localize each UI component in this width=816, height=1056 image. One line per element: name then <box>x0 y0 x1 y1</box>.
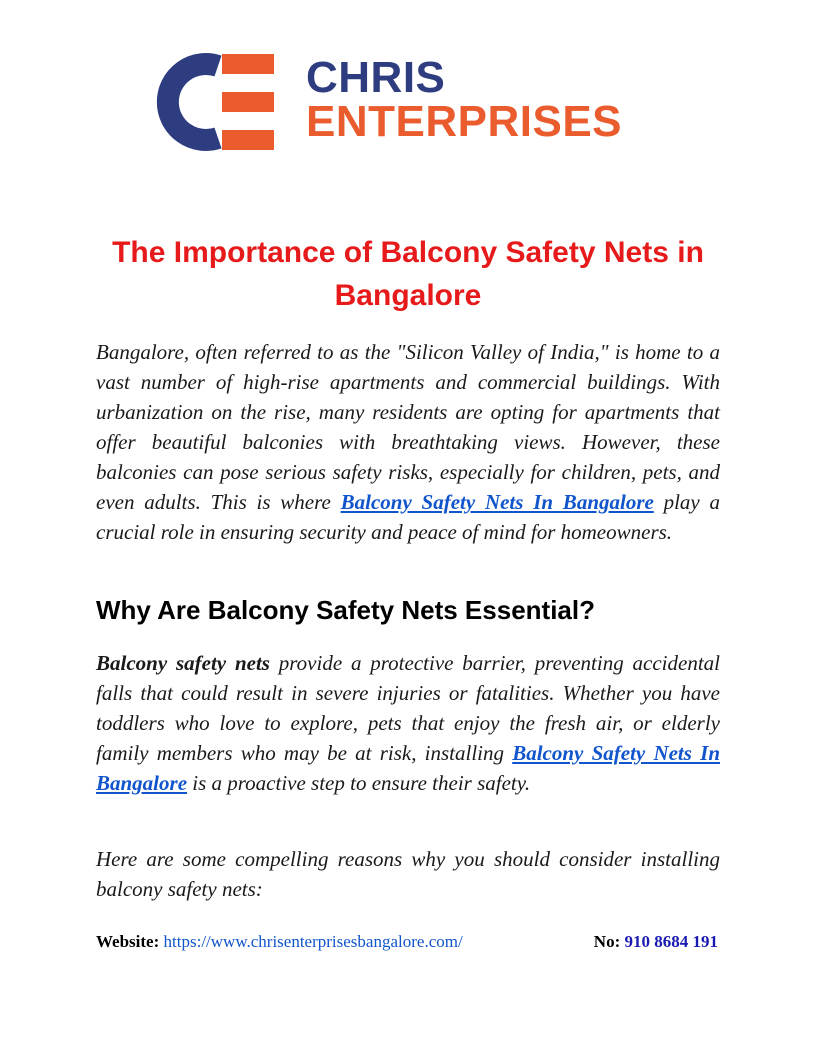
ce-logo-mark-icon <box>148 52 288 152</box>
website-label: Website: <box>96 932 160 951</box>
logo-text-enterprises: ENTERPRISES <box>306 97 623 146</box>
phone-number: 910 8684 191 <box>624 932 718 951</box>
essential-bold-term: Balcony safety nets <box>96 651 270 675</box>
balcony-safety-nets-link[interactable]: Balcony Safety Nets In Bangalore <box>340 490 654 514</box>
intro-text-b: play a crucial role in ensuring security and peace of mind for homeowners. <box>96 490 721 544</box>
intro-paragraph <box>96 337 720 547</box>
page-footer <box>96 930 720 954</box>
phone-block <box>594 930 718 954</box>
essential-text-a: provide a protective barrier, preventing accidental falls that could result in severe injuries or fatalities. Whether you have toddlers who love to explore, pets that enjoy the fresh air, or elderly family members who may be at risk, installing <box>96 651 720 765</box>
balcony-safety-nets-link-2[interactable]: Balcony Safety Nets In Bangalore <box>96 741 720 795</box>
essential-paragraph <box>96 648 720 798</box>
website-link[interactable]: https://www.chrisenterprisesbangalore.com/ <box>163 932 463 951</box>
reasons-intro-paragraph: Here are some compelling reasons why you should consider installing balcony safety nets: <box>96 847 720 901</box>
company-logo <box>148 52 658 152</box>
section-heading: Why Are Balcony Safety Nets Essential? <box>96 595 595 625</box>
intro-text-a: Bangalore, often referred to as the "Silicon Valley of India," is home to a vast number of high-rise apartments and commercial buildings. With urbanization on the rise, many residents are opting for apartments that offer beautiful balconies with breathtaking views. However, these balconies can pose serious safety risks, especially for children, pets, and even adults. This is where <box>96 340 720 514</box>
logo-text-chris: CHRIS <box>306 53 446 102</box>
essential-text-b: is a proactive step to ensure their safety. <box>187 771 531 795</box>
phone-label: No: <box>593 932 621 951</box>
page-title: The Importance of Balcony Safety Nets in Bangalore <box>112 236 704 312</box>
